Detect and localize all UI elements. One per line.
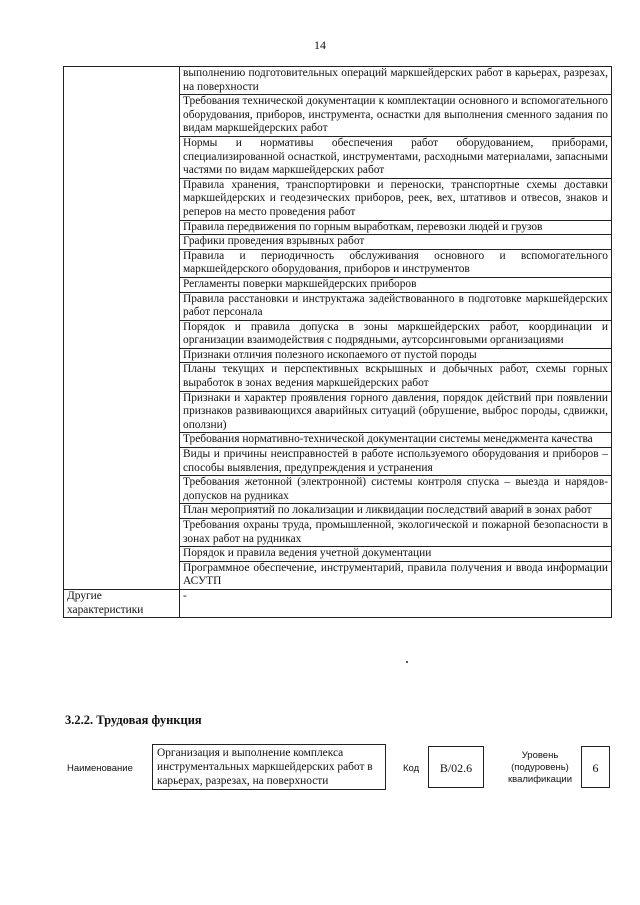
table-cell-left [64, 292, 180, 320]
table-cell-left [64, 547, 180, 562]
table-cell-left [64, 476, 180, 504]
table-row [64, 504, 612, 519]
requirement-cell: Виды и причины неисправностей в работе используемого оборудования и приборов – способы выявления, предупреждения и устранения [180, 448, 612, 476]
table-row [64, 348, 612, 363]
page-number: 14 [314, 38, 326, 52]
requirement-cell: Правила и периодичность обслуживания основного и вспомогательного маркшейдерского оборудования, приборов и инструментов [180, 249, 612, 277]
requirement-cell: Графики проведения взрывных работ [180, 235, 612, 250]
table-row [64, 547, 612, 562]
table-row [64, 476, 612, 504]
other-characteristics-label: Другие характеристики [64, 589, 180, 617]
table-cell-left [64, 249, 180, 277]
table-cell-left [64, 561, 180, 589]
requirement-cell: Планы текущих и перспективных вскрышных и добычных работ, схемы горных выработок в зонах ведения маркшейдерских работ [180, 363, 612, 391]
table-row [64, 95, 612, 137]
requirement-cell: Правила передвижения по горным выработкам, перевозки людей и грузов [180, 220, 612, 235]
table-cell-left [64, 391, 180, 433]
table-row [64, 235, 612, 250]
table-row [64, 320, 612, 348]
table-cell-left [64, 504, 180, 519]
requirement-cell: Порядок и правила ведения учетной документации [180, 547, 612, 562]
table-cell-left [64, 320, 180, 348]
table-cell-left [64, 235, 180, 250]
table-row [64, 220, 612, 235]
table-row [64, 292, 612, 320]
table-cell-left [64, 433, 180, 448]
table-cell-left [64, 448, 180, 476]
level-label: Уровень (подуровень) квалификации [507, 750, 573, 785]
requirement-cell: Правила хранения, транспортировки и переноски, транспортные схемы доставки маркшейдерских и геодезических приборов, реек, вех, штативов и отвесов, знаков и реперов на место проведения работ [180, 178, 612, 220]
table-row [64, 519, 612, 547]
requirement-cell: План мероприятий по локализации и ликвидации последствий аварий в зонах работ [180, 504, 612, 519]
table-row [64, 178, 612, 220]
requirement-cell: выполнению подготовительных операций маркшейдерских работ в карьерах, разрезах, на поверхности [180, 67, 612, 95]
requirement-cell: Признаки и характер проявления горного давления, порядок действий при появлении признаков развивающихся аварийных ситуаций (обрушение, выброс породы, сдвижки, оползни) [180, 391, 612, 433]
table-row [64, 67, 612, 95]
requirement-cell: Требования технической документации к комплектации основного и вспомогательного оборудования, приборов, инструмента, оснастки для выполнения сменного задания по видам маркшейдерских работ [180, 95, 612, 137]
table-row [64, 277, 612, 292]
table-cell-left [64, 348, 180, 363]
requirement-cell: Регламенты поверки маркшейдерских приборов [180, 277, 612, 292]
other-characteristics-value: - [180, 589, 612, 617]
function-name-label: Наименование [67, 763, 133, 774]
table-row [64, 561, 612, 589]
table-cell-left [64, 178, 180, 220]
level-box: 6 [581, 746, 610, 788]
table-row [64, 363, 612, 391]
table-cell-left [64, 363, 180, 391]
table-row [64, 249, 612, 277]
requirement-cell: Нормы и нормативы обеспечения работ оборудованием, приборами, специализированной оснасткой, инструментами, расходными материалами, запасными частями по видам маркшейдерских работ [180, 136, 612, 178]
code-label: Код [403, 763, 420, 774]
table-row [64, 448, 612, 476]
requirement-cell: Требования нормативно-технической документации системы менеджмента качества [180, 433, 612, 448]
table-row [64, 433, 612, 448]
section-heading: 3.2.2. Трудовая функция [65, 713, 202, 727]
table-cell-left [64, 277, 180, 292]
requirement-cell: Требования жетонной (электронной) системы контроля спуска – выезда и нарядов-допусков на рудниках [180, 476, 612, 504]
requirements-table [63, 66, 612, 618]
table-cell-left [64, 220, 180, 235]
requirement-cell: Требования охраны труда, промышленной, экологической и пожарной безопасности в зонах работ на рудниках [180, 519, 612, 547]
requirement-cell: Программное обеспечение, инструментарий, правила получения и ввода информации АСУТП [180, 561, 612, 589]
scan-mark [406, 661, 408, 663]
requirement-cell: Правила расстановки и инструктажа задействованного в подготовке маркшейдерских работ персонала [180, 292, 612, 320]
function-name-box: Организация и выполнение комплекса инструментальных маркшейдерских работ в карьерах, разрезах, на поверхности [152, 744, 386, 790]
table-cell-left [64, 67, 180, 95]
requirement-cell: Признаки отличия полезного ископаемого от пустой породы [180, 348, 612, 363]
table-row [64, 136, 612, 178]
table-cell-left [64, 136, 180, 178]
code-box: B/02.6 [428, 746, 484, 788]
requirement-cell: Порядок и правила допуска в зоны маркшейдерских работ, координации и организации взаимодействия с подрядными, аутсорсинговыми организациями [180, 320, 612, 348]
other-characteristics-row [64, 589, 612, 617]
table-cell-left [64, 519, 180, 547]
table-cell-left [64, 95, 180, 137]
table-row [64, 391, 612, 433]
